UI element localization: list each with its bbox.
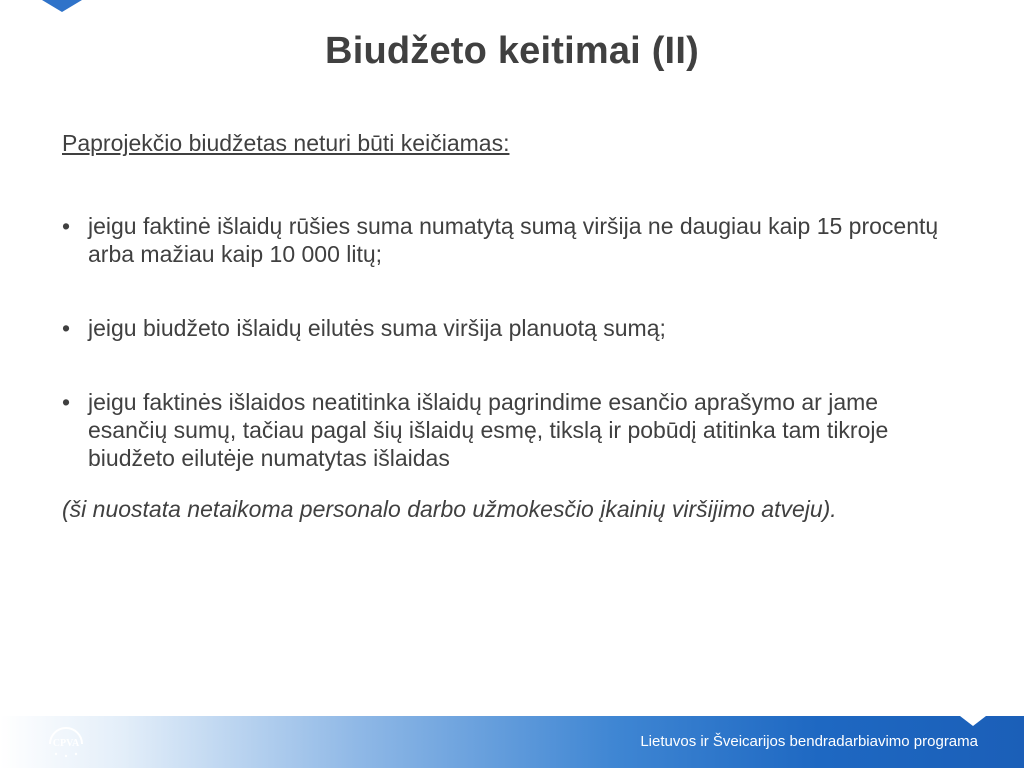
bullet-marker: • <box>62 213 71 239</box>
bullet-item <box>62 314 942 342</box>
footer-program-text: Lietuvos ir Šveicarijos bendradarbiavimo programa <box>640 733 978 750</box>
cpva-logo-icon <box>44 722 88 762</box>
bullet-list <box>62 212 942 472</box>
bullet-marker: • <box>62 315 71 341</box>
footnote-italic: (ši nuostata netaikoma personalo darbo užmokesčio įkainių viršijimo atveju). <box>62 496 837 522</box>
logo-text: CPVA <box>52 738 80 749</box>
bullet-text: jeigu biudžeto išlaidų eilutės suma viršija planuotą sumą; <box>88 315 666 341</box>
bullet-text: jeigu faktinė išlaidų rūšies suma numatytą sumą viršija ne daugiau kaip 15 procentų arba mažiau kaip 10 000 litų; <box>88 213 939 267</box>
slide-subtitle: Paprojekčio biudžetas neturi būti keičiamas: <box>62 130 510 156</box>
bullet-item <box>62 388 942 472</box>
slide-title: Biudžeto keitimai (II) <box>325 30 699 72</box>
bullet-item <box>62 212 942 268</box>
footer-notch-decoration <box>960 716 986 726</box>
bullet-marker: • <box>62 389 71 415</box>
top-tab-decoration <box>42 0 82 12</box>
bullet-text: jeigu faktinės išlaidos neatitinka išlaidų pagrindime esančio aprašymo ar jame esančių sumų, tačiau pagal šių išlaidų esmę, tikslą ir pobūdį atitinka tam tikroje biudžeto eilutėje numatytas išlaidas <box>88 389 889 471</box>
